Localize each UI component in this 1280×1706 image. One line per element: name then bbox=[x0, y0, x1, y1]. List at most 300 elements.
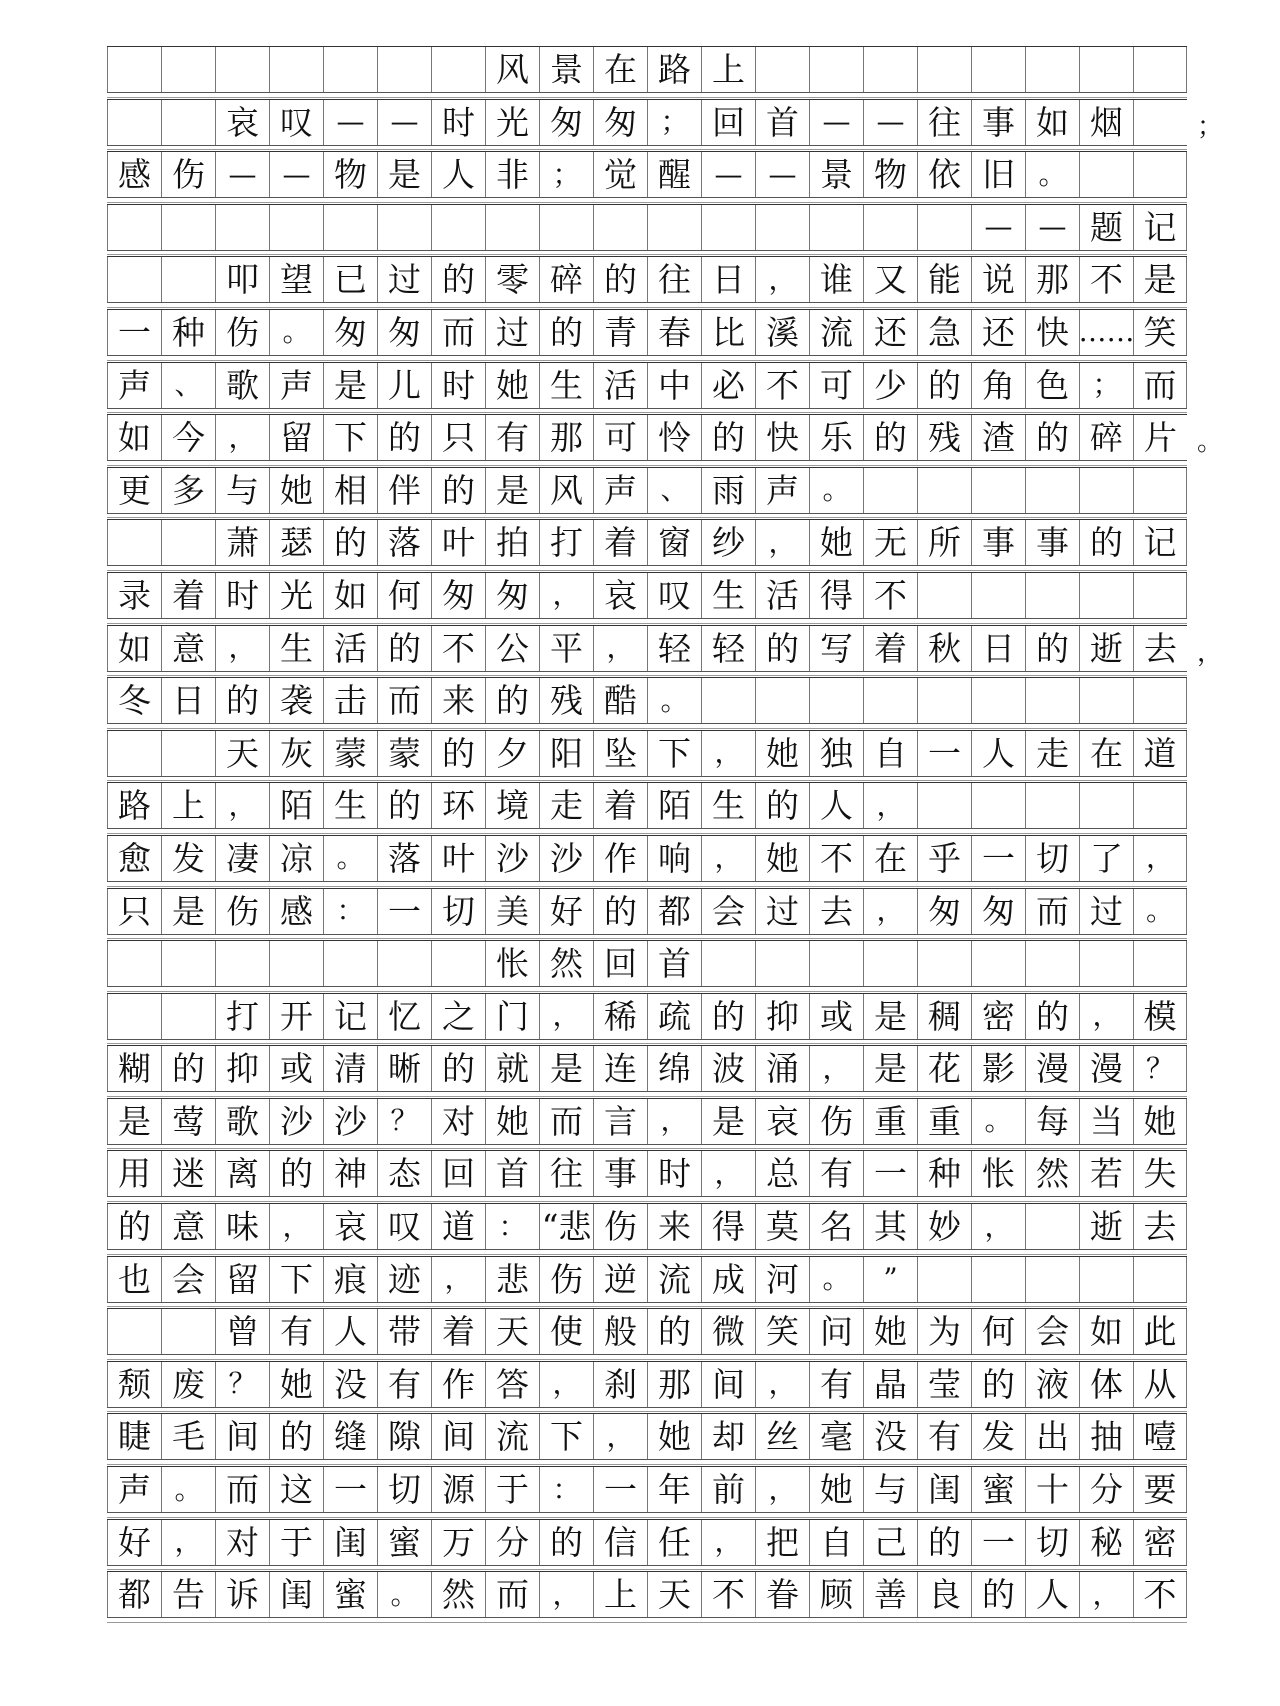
grid-cell: 。 bbox=[323, 836, 377, 881]
grid-cell: 沙 bbox=[485, 836, 539, 881]
grid-cell: 却 bbox=[701, 1414, 755, 1459]
grid-cell: 沙 bbox=[269, 1099, 323, 1144]
grid-cell: 笑 bbox=[755, 1309, 809, 1354]
grid-cell: 轻 bbox=[701, 626, 755, 671]
grid-cell: 自 bbox=[809, 1520, 863, 1565]
grid-cell: 这 bbox=[269, 1467, 323, 1512]
grid-cell-empty bbox=[107, 205, 161, 250]
grid-cell: — bbox=[215, 152, 269, 197]
grid-cell: 若 bbox=[1079, 1151, 1133, 1196]
grid-cell: 作 bbox=[593, 836, 647, 881]
grid-cell: 歌 bbox=[215, 1099, 269, 1144]
grid-cell: 涌 bbox=[755, 1046, 809, 1091]
grid-row bbox=[107, 467, 1187, 514]
grid-cell: ， bbox=[539, 1572, 593, 1617]
grid-cell: 声 bbox=[755, 468, 809, 513]
grid-cell: 的 bbox=[863, 415, 917, 460]
grid-cell: 时 bbox=[647, 1151, 701, 1196]
grid-cell: 那 bbox=[1025, 257, 1079, 302]
grid-cell: ， bbox=[539, 1362, 593, 1407]
grid-cell: 要 bbox=[1133, 1467, 1187, 1512]
grid-cell: 还 bbox=[971, 310, 1025, 355]
grid-cell: 是 bbox=[863, 1046, 917, 1091]
grid-row bbox=[107, 677, 1187, 724]
grid-cell: 来 bbox=[647, 1204, 701, 1249]
grid-cell: 烟 bbox=[1079, 100, 1133, 145]
grid-cell-empty bbox=[269, 47, 323, 92]
grid-cell: 会 bbox=[161, 1257, 215, 1302]
grid-cell: — bbox=[1025, 205, 1079, 250]
grid-cell: 的 bbox=[323, 520, 377, 565]
grid-cell: 有 bbox=[377, 1362, 431, 1407]
grid-cell-empty bbox=[485, 205, 539, 250]
grid-cell: 下 bbox=[323, 415, 377, 460]
grid-cell: 连 bbox=[593, 1046, 647, 1091]
grid-cell: 多 bbox=[161, 468, 215, 513]
grid-cell: 匆 bbox=[971, 889, 1025, 934]
grid-cell: 留 bbox=[269, 415, 323, 460]
grid-row bbox=[107, 993, 1187, 1040]
grid-cell: 她 bbox=[647, 1414, 701, 1459]
grid-cell: 青 bbox=[593, 310, 647, 355]
grid-cell: 良 bbox=[917, 1572, 971, 1617]
grid-cell-empty bbox=[971, 1257, 1025, 1302]
grid-cell: 的 bbox=[1025, 415, 1079, 460]
grid-cell: 切 bbox=[377, 1467, 431, 1512]
grid-cell: 如 bbox=[107, 415, 161, 460]
grid-cell: 的 bbox=[431, 1046, 485, 1091]
grid-cell: — bbox=[755, 152, 809, 197]
grid-cell: 与 bbox=[863, 1467, 917, 1512]
grid-cell: 如 bbox=[1079, 1309, 1133, 1354]
grid-cell: 信 bbox=[593, 1520, 647, 1565]
grid-cell: 道 bbox=[431, 1204, 485, 1249]
grid-row bbox=[107, 519, 1187, 566]
grid-cell: 用 bbox=[107, 1151, 161, 1196]
grid-cell: 切 bbox=[1025, 1520, 1079, 1565]
grid-cell-empty bbox=[1025, 678, 1079, 723]
grid-row bbox=[107, 1098, 1187, 1145]
grid-cell: ， bbox=[593, 1414, 647, 1459]
grid-cell: 她 bbox=[269, 468, 323, 513]
grid-cell: 液 bbox=[1025, 1362, 1079, 1407]
grid-cell-empty bbox=[161, 100, 215, 145]
grid-row bbox=[107, 1150, 1187, 1197]
grid-cell: ， bbox=[755, 1467, 809, 1512]
grid-cell: 。 bbox=[161, 1467, 215, 1512]
grid-cell: 首 bbox=[755, 100, 809, 145]
grid-cell: ， bbox=[971, 1204, 1025, 1249]
grid-cell: 离 bbox=[215, 1151, 269, 1196]
grid-cell-empty bbox=[971, 573, 1025, 618]
grid-cell: 出 bbox=[1025, 1414, 1079, 1459]
grid-cell: 人 bbox=[809, 783, 863, 828]
grid-cell-empty bbox=[323, 941, 377, 986]
grid-cell: 。 bbox=[971, 1099, 1025, 1144]
grid-cell: 路 bbox=[647, 47, 701, 92]
grid-cell: 切 bbox=[1025, 836, 1079, 881]
grid-cell: 体 bbox=[1079, 1362, 1133, 1407]
grid-cell: 她 bbox=[485, 1099, 539, 1144]
grid-cell-empty bbox=[161, 994, 215, 1039]
grid-cell: 怅 bbox=[485, 941, 539, 986]
grid-cell: 片 bbox=[1133, 415, 1187, 460]
grid-cell: 哀 bbox=[215, 100, 269, 145]
grid-row bbox=[107, 572, 1187, 619]
grid-cell: 稀 bbox=[593, 994, 647, 1039]
grid-cell-empty bbox=[431, 941, 485, 986]
grid-cell: 必 bbox=[701, 363, 755, 408]
grid-cell: 响 bbox=[647, 836, 701, 881]
grid-cell-empty bbox=[107, 520, 161, 565]
grid-cell: 都 bbox=[107, 1572, 161, 1617]
grid-cell: 日 bbox=[161, 678, 215, 723]
composition-grid-paper bbox=[107, 46, 1224, 1624]
grid-cell: 更 bbox=[107, 468, 161, 513]
grid-cell: 瑟 bbox=[269, 520, 323, 565]
grid-cell: 酷 bbox=[593, 678, 647, 723]
grid-cell: 碎 bbox=[1079, 415, 1133, 460]
grid-cell-empty bbox=[809, 47, 863, 92]
grid-cell: 眷 bbox=[755, 1572, 809, 1617]
grid-cell: 间 bbox=[701, 1362, 755, 1407]
grid-cell: 日 bbox=[971, 626, 1025, 671]
grid-cell: 活 bbox=[593, 363, 647, 408]
grid-cell: 物 bbox=[323, 152, 377, 197]
grid-cell: 着 bbox=[593, 520, 647, 565]
grid-cell-empty bbox=[971, 678, 1025, 723]
grid-cell: 流 bbox=[809, 310, 863, 355]
grid-cell: ， bbox=[431, 1257, 485, 1302]
grid-cell: 的 bbox=[431, 468, 485, 513]
grid-cell: 是 bbox=[323, 363, 377, 408]
grid-cell: 的 bbox=[1025, 994, 1079, 1039]
grid-cell-empty bbox=[161, 205, 215, 250]
grid-cell: ， bbox=[863, 783, 917, 828]
grid-cell-empty bbox=[1025, 47, 1079, 92]
grid-cell: 着 bbox=[431, 1309, 485, 1354]
grid-cell: 己 bbox=[863, 1520, 917, 1565]
grid-cell: ， bbox=[755, 257, 809, 302]
grid-cell: ： bbox=[539, 1467, 593, 1512]
grid-cell: 稠 bbox=[917, 994, 971, 1039]
grid-cell: 答 bbox=[485, 1362, 539, 1407]
grid-cell: 种 bbox=[161, 310, 215, 355]
grid-cell: 事 bbox=[1025, 520, 1079, 565]
grid-cell: 于 bbox=[485, 1467, 539, 1512]
grid-cell: 闺 bbox=[269, 1572, 323, 1617]
grid-cell: 蜜 bbox=[971, 1467, 1025, 1512]
grid-cell-empty bbox=[1079, 152, 1133, 197]
grid-cell-empty bbox=[1133, 941, 1187, 986]
grid-cell: 雨 bbox=[701, 468, 755, 513]
grid-cell-empty bbox=[1025, 573, 1079, 618]
grid-cell: 是 bbox=[1133, 257, 1187, 302]
grid-cell: 去 bbox=[1133, 626, 1187, 671]
grid-cell: 一 bbox=[377, 889, 431, 934]
grid-cell-empty bbox=[107, 731, 161, 776]
grid-cell: 不 bbox=[755, 363, 809, 408]
grid-cell: — bbox=[701, 152, 755, 197]
grid-cell: 与 bbox=[215, 468, 269, 513]
grid-cell-empty bbox=[863, 468, 917, 513]
grid-cell: 。 bbox=[809, 1257, 863, 1302]
grid-cell: 少 bbox=[863, 363, 917, 408]
grid-cell: 只 bbox=[431, 415, 485, 460]
grid-cell: 环 bbox=[431, 783, 485, 828]
grid-cell: 纱 bbox=[701, 520, 755, 565]
grid-cell: 问 bbox=[809, 1309, 863, 1354]
grid-cell: 哀 bbox=[755, 1099, 809, 1144]
grid-cell: 一 bbox=[971, 1520, 1025, 1565]
grid-cell-empty bbox=[971, 783, 1025, 828]
grid-cell: 记 bbox=[1133, 205, 1187, 250]
grid-cell-empty bbox=[215, 47, 269, 92]
grid-cell: 的 bbox=[161, 1046, 215, 1091]
grid-row bbox=[107, 730, 1187, 777]
grid-cell: 的 bbox=[431, 257, 485, 302]
grid-cell: 神 bbox=[323, 1151, 377, 1196]
grid-cell: 是 bbox=[485, 468, 539, 513]
grid-cell: 着 bbox=[161, 573, 215, 618]
grid-cell-empty bbox=[701, 678, 755, 723]
grid-cell-empty bbox=[107, 47, 161, 92]
grid-cell: 生 bbox=[701, 783, 755, 828]
grid-cell-empty bbox=[1025, 941, 1079, 986]
grid-cell: 快 bbox=[1025, 310, 1079, 355]
grid-cell: 模 bbox=[1133, 994, 1187, 1039]
grid-cell: 生 bbox=[269, 626, 323, 671]
grid-cell-empty bbox=[1079, 47, 1133, 92]
grid-cell-empty bbox=[323, 205, 377, 250]
grid-cell: 袭 bbox=[269, 678, 323, 723]
grid-cell: 轻 bbox=[647, 626, 701, 671]
grid-cell: 已 bbox=[323, 257, 377, 302]
grid-cell: 沙 bbox=[323, 1099, 377, 1144]
grid-cell: 只 bbox=[107, 889, 161, 934]
grid-cell: 自 bbox=[863, 731, 917, 776]
grid-cell: ， bbox=[647, 1099, 701, 1144]
grid-cell: 打 bbox=[215, 994, 269, 1039]
grid-cell: 流 bbox=[485, 1414, 539, 1459]
grid-cell: 又 bbox=[863, 257, 917, 302]
grid-cell: 丝 bbox=[755, 1414, 809, 1459]
grid-cell-empty bbox=[917, 468, 971, 513]
grid-cell-empty bbox=[1025, 783, 1079, 828]
grid-cell: 醒 bbox=[647, 152, 701, 197]
grid-cell-empty bbox=[161, 1309, 215, 1354]
grid-cell: 莺 bbox=[161, 1099, 215, 1144]
grid-cell: ， bbox=[863, 889, 917, 934]
grid-cell: 过 bbox=[755, 889, 809, 934]
grid-cell: 上 bbox=[161, 783, 215, 828]
grid-cell: 的 bbox=[1025, 626, 1079, 671]
grid-cell-empty bbox=[161, 47, 215, 92]
grid-cell: 何 bbox=[971, 1309, 1025, 1354]
grid-row bbox=[107, 151, 1187, 198]
grid-cell: 之 bbox=[431, 994, 485, 1039]
grid-cell: 前 bbox=[701, 1467, 755, 1512]
grid-cell: — bbox=[863, 100, 917, 145]
grid-cell-empty bbox=[1133, 573, 1187, 618]
grid-cell: 花 bbox=[917, 1046, 971, 1091]
grid-cell: 走 bbox=[1025, 731, 1079, 776]
grid-cell: 景 bbox=[539, 47, 593, 92]
grid-cell: 迹 bbox=[377, 1257, 431, 1302]
grid-cell: 而 bbox=[539, 1099, 593, 1144]
grid-cell: 清 bbox=[323, 1046, 377, 1091]
grid-cell: ； bbox=[1079, 363, 1133, 408]
grid-cell-empty bbox=[1025, 1204, 1079, 1249]
grid-cell: 匆 bbox=[377, 310, 431, 355]
grid-cell: 开 bbox=[269, 994, 323, 1039]
grid-cell: 公 bbox=[485, 626, 539, 671]
grid-cell: 碎 bbox=[539, 257, 593, 302]
grid-cell: 无 bbox=[863, 520, 917, 565]
grid-cell: 人 bbox=[1025, 1572, 1079, 1617]
grid-cell: 的 bbox=[269, 1151, 323, 1196]
grid-cell: 的 bbox=[377, 415, 431, 460]
grid-cell-empty bbox=[917, 205, 971, 250]
grid-cell: 今 bbox=[161, 415, 215, 460]
grid-cell: ， bbox=[539, 994, 593, 1039]
grid-cell: 是 bbox=[161, 889, 215, 934]
grid-cell: 就 bbox=[485, 1046, 539, 1091]
grid-cell: 记 bbox=[323, 994, 377, 1039]
grid-cell: 秘 bbox=[1079, 1520, 1133, 1565]
grid-cell: 天 bbox=[485, 1309, 539, 1354]
grid-cell: 光 bbox=[485, 100, 539, 145]
grid-cell: 的 bbox=[701, 994, 755, 1039]
grid-cell: 的 bbox=[107, 1204, 161, 1249]
grid-row bbox=[107, 782, 1187, 829]
grid-cell: 颓 bbox=[107, 1362, 161, 1407]
grid-cell: 感 bbox=[269, 889, 323, 934]
grid-cell: 急 bbox=[917, 310, 971, 355]
grid-cell-empty bbox=[863, 47, 917, 92]
grid-cell: 沙 bbox=[539, 836, 593, 881]
grid-cell: 日 bbox=[701, 257, 755, 302]
grid-cell: 万 bbox=[431, 1520, 485, 1565]
grid-cell: 的 bbox=[431, 731, 485, 776]
grid-cell-empty bbox=[917, 941, 971, 986]
grid-cell: 而 bbox=[485, 1572, 539, 1617]
grid-cell: 切 bbox=[431, 889, 485, 934]
grid-cell: 也 bbox=[107, 1257, 161, 1302]
grid-cell: 没 bbox=[863, 1414, 917, 1459]
grid-cell: 人 bbox=[323, 1309, 377, 1354]
grid-cell: 依 bbox=[917, 152, 971, 197]
grid-cell: 天 bbox=[647, 1572, 701, 1617]
grid-cell: 当 bbox=[1079, 1099, 1133, 1144]
grid-cell: ： bbox=[485, 1204, 539, 1249]
grid-cell: 废 bbox=[161, 1362, 215, 1407]
grid-cell: ， bbox=[701, 1520, 755, 1565]
grid-cell: ， bbox=[755, 520, 809, 565]
grid-cell: 、 bbox=[647, 468, 701, 513]
grid-cell: 她 bbox=[485, 363, 539, 408]
grid-cell: ， bbox=[1133, 836, 1187, 881]
grid-cell: 录 bbox=[107, 573, 161, 618]
grid-cell: 拍 bbox=[485, 520, 539, 565]
grid-cell: 风 bbox=[539, 468, 593, 513]
grid-cell: 、 bbox=[161, 363, 215, 408]
grid-cell-empty bbox=[1079, 941, 1133, 986]
grid-cell: 的 bbox=[485, 678, 539, 723]
grid-cell: 题 bbox=[1079, 205, 1133, 250]
grid-cell: 独 bbox=[809, 731, 863, 776]
grid-cell: 意 bbox=[161, 1204, 215, 1249]
grid-cell: 隙 bbox=[377, 1414, 431, 1459]
grid-cell: 而 bbox=[431, 310, 485, 355]
grid-cell: 蜜 bbox=[323, 1572, 377, 1617]
grid-cell-empty bbox=[215, 205, 269, 250]
grid-cell-empty bbox=[863, 678, 917, 723]
grid-cell: 把 bbox=[755, 1520, 809, 1565]
grid-cell-empty bbox=[107, 100, 161, 145]
grid-cell: 风 bbox=[485, 47, 539, 92]
margin-punctuation: 。 bbox=[1197, 427, 1224, 458]
grid-cell: 事 bbox=[971, 520, 1025, 565]
grid-cell: 的 bbox=[701, 415, 755, 460]
grid-cell: 叹 bbox=[269, 100, 323, 145]
grid-cell-empty bbox=[431, 47, 485, 92]
grid-cell: ， bbox=[809, 1046, 863, 1091]
grid-cell: 妙 bbox=[917, 1204, 971, 1249]
grid-cell: 会 bbox=[1025, 1309, 1079, 1354]
grid-cell: 成 bbox=[701, 1257, 755, 1302]
grid-cell: 从 bbox=[1133, 1362, 1187, 1407]
grid-cell: 此 bbox=[1133, 1309, 1187, 1354]
grid-cell: 她 bbox=[809, 1467, 863, 1512]
grid-cell: ， bbox=[1079, 994, 1133, 1039]
grid-cell: 觉 bbox=[593, 152, 647, 197]
grid-cell: ， bbox=[161, 1520, 215, 1565]
grid-cell: 上 bbox=[701, 47, 755, 92]
grid-cell: 去 bbox=[1133, 1204, 1187, 1249]
grid-cell: “悲 bbox=[539, 1204, 593, 1249]
grid-cell: 如 bbox=[323, 573, 377, 618]
grid-cell: 回 bbox=[593, 941, 647, 986]
grid-cell: 悲 bbox=[485, 1257, 539, 1302]
grid-cell: 的 bbox=[593, 257, 647, 302]
grid-cell-empty bbox=[1133, 47, 1187, 92]
grid-cell-empty bbox=[431, 205, 485, 250]
grid-cell: 的 bbox=[755, 783, 809, 828]
grid-cell: 作 bbox=[431, 1362, 485, 1407]
grid-cell: 往 bbox=[647, 257, 701, 302]
grid-cell: 她 bbox=[755, 836, 809, 881]
grid-cell: 失 bbox=[1133, 1151, 1187, 1196]
grid-cell: 密 bbox=[1133, 1520, 1187, 1565]
grid-cell: 绵 bbox=[647, 1046, 701, 1091]
grid-cell-empty bbox=[539, 205, 593, 250]
grid-cell-empty bbox=[1133, 678, 1187, 723]
grid-cell: 噎 bbox=[1133, 1414, 1187, 1459]
grid-cell: …… bbox=[1079, 310, 1133, 355]
grid-cell: 有 bbox=[917, 1414, 971, 1459]
grid-cell: 伤 bbox=[593, 1204, 647, 1249]
grid-cell: 怅 bbox=[971, 1151, 1025, 1196]
grid-cell: ； bbox=[647, 100, 701, 145]
grid-cell: 说 bbox=[971, 257, 1025, 302]
grid-cell: 会 bbox=[701, 889, 755, 934]
grid-cell: 蒙 bbox=[323, 731, 377, 776]
grid-row bbox=[107, 1413, 1187, 1460]
grid-cell-empty bbox=[323, 47, 377, 92]
grid-cell-empty bbox=[917, 783, 971, 828]
grid-cell-empty bbox=[107, 994, 161, 1039]
